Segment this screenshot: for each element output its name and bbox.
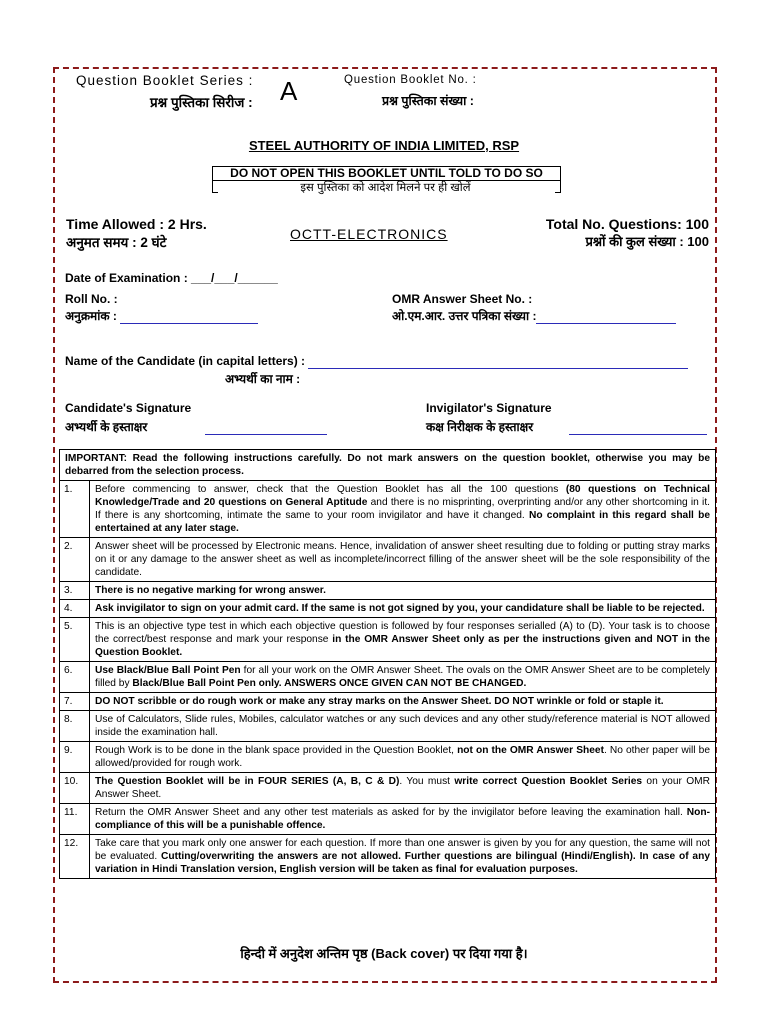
- instruction-text: [90, 711, 716, 742]
- invigilator-signature-label-en: Invigilator's Signature: [426, 401, 552, 415]
- instruction-text-part: . You must: [399, 776, 455, 787]
- instructions-table: [59, 449, 716, 879]
- candidate-signature-row-hi: [65, 418, 327, 435]
- roll-no-field[interactable]: [120, 309, 258, 324]
- instruction-number: 2.: [60, 538, 90, 582]
- omr-label-hi: ओ.एम.आर. उत्तर पत्रिका संख्या :: [392, 309, 537, 323]
- instruction-number: 11.: [60, 804, 90, 835]
- candidate-signature-field[interactable]: [205, 420, 327, 435]
- instruction-text-part: The Question Booklet will be in FOUR SERIES (A, B, C & D): [95, 776, 400, 787]
- instruction-text-part: Take care that you mark only one answer for each question. If more than one answer is given by you for any question, the same will not be evaluated.: [95, 838, 710, 862]
- instruction-text: [90, 742, 716, 773]
- booklet-no-label-hi: प्रश्न पुस्तिका संख्या :: [382, 94, 474, 108]
- instruction-text: [90, 600, 716, 618]
- invigilator-signature-label-hi: कक्ष निरीक्षक के हस्ताक्षर: [426, 420, 534, 434]
- important-note: IMPORTANT: Read the following instructions carefully. Do not mark answers on the question booklet, otherwise you may be debarred from the selection process.: [60, 450, 716, 481]
- instruction-text-part: . No other paper will be allowed/provided for rough work.: [95, 745, 710, 769]
- roll-no-label-en: Roll No. :: [65, 292, 118, 306]
- important-row: [60, 450, 716, 481]
- instruction-text-part: and there is no misprinting, overprinting and/or any other shortcoming in it. If there is any shortcoming, intimate the same to your room invigilator and have it changed.: [95, 497, 710, 521]
- instruction-number: 12.: [60, 835, 90, 879]
- instruction-row: [60, 481, 716, 538]
- instruction-text: [90, 662, 716, 693]
- instruction-text-part: for all your work on the OMR Answer Sheet. The ovals on the OMR Answer Sheet are to be completely filled by: [95, 665, 710, 689]
- instruction-number: 10.: [60, 773, 90, 804]
- roll-no-row-hi: [65, 307, 258, 324]
- warning-box: DO NOT OPEN THIS BOOKLET UNTIL TOLD TO DO SO: [212, 166, 561, 181]
- time-allowed-en: Time Allowed : 2 Hrs.: [66, 216, 207, 232]
- warning-hindi: इस पुस्तिका को आदेश मिलने पर ही खोलें: [300, 182, 471, 194]
- series-label-hi: प्रश्न पुस्तिका सिरीज :: [150, 95, 253, 110]
- instruction-text-part: in the OMR Answer Sheet only as per the instructions given and NOT in the Question Booklet.: [95, 634, 710, 658]
- instruction-text-part: on your OMR Answer Sheet.: [95, 776, 711, 800]
- instruction-text: [90, 693, 716, 711]
- instruction-text-part: Return the OMR Answer Sheet and any other test materials as asked for by the invigilator before leaving the examination hall.: [95, 807, 687, 818]
- omr-label-en: OMR Answer Sheet No. :: [392, 292, 533, 306]
- name-row: [65, 354, 688, 369]
- instruction-text-part: Ask invigilator to sign on your admit card. If the same is not got signed by you, your candidature shall be liable to be rejected.: [95, 603, 705, 614]
- instruction-text-part: not on the OMR Answer Sheet: [457, 745, 604, 756]
- omr-no-field[interactable]: [536, 309, 676, 324]
- instruction-number: 6.: [60, 662, 90, 693]
- subject-title: OCTT-ELECTRONICS: [290, 226, 448, 242]
- series-label-en: Question Booklet Series :: [76, 73, 254, 88]
- instruction-row: [60, 711, 716, 742]
- instruction-text-part: Answer sheet will be processed by Electronic means. Hence, invalidation of answer sheet resulting due to folding or putting stray marks on it or any damage to the answer sheet as well as incomplete/incorrect filling of the answer sheet will be the sole responsibility of the candidate.: [95, 541, 710, 578]
- instruction-row: [60, 618, 716, 662]
- invigilator-signature-field[interactable]: [569, 420, 707, 435]
- instruction-text-part: Before commencing to answer, check that the Question Booklet has all the 100 questions: [95, 484, 566, 495]
- instruction-text-part: There is no negative marking for wrong answer.: [95, 585, 326, 596]
- instruction-number: 1.: [60, 481, 90, 538]
- instruction-text-part: Non-compliance of this will be a punishable offence.: [95, 807, 710, 831]
- instruction-row: [60, 804, 716, 835]
- candidate-signature-label-hi: अभ्यर्थी के हस्ताक्षर: [65, 420, 148, 434]
- instruction-text-part: No complaint in this regard shall be entertained at any later stage.: [95, 510, 710, 534]
- roll-no-label-hi: अनुक्रमांक :: [65, 309, 117, 323]
- booklet-no-label-en: Question Booklet No. :: [344, 74, 477, 86]
- name-label-en: Name of the Candidate (in capital letters) :: [65, 354, 306, 368]
- total-questions-en: Total No. Questions: 100: [545, 216, 709, 232]
- instruction-number: 7.: [60, 693, 90, 711]
- instruction-number: 3.: [60, 582, 90, 600]
- instruction-text-part: write correct Question Booklet Series: [454, 776, 643, 787]
- instruction-text-part: Black/Blue Ball Point Pen only. ANSWERS ONCE GIVEN CAN NOT BE CHANGED.: [132, 678, 527, 689]
- instruction-number: 4.: [60, 600, 90, 618]
- series-value: A: [280, 76, 298, 106]
- instruction-row: [60, 773, 716, 804]
- instruction-text-part: Use of Calculators, Slide rules, Mobiles, calculator watches or any such devices and any other study/reference material is NOT allowed inside the examination hall.: [95, 714, 710, 738]
- footer-note: हिन्दी में अनुदेश अन्तिम पृष्ठ (Back cover) पर दिया गया है।: [240, 946, 528, 961]
- instruction-row: [60, 835, 716, 879]
- instruction-text: [90, 618, 716, 662]
- candidate-name-field[interactable]: [308, 354, 688, 369]
- instruction-text-part: DO NOT scribble or do rough work or make any stray marks on the Answer Sheet. DO NOT wrinkle or fold or staple it.: [95, 696, 664, 707]
- instruction-text-part: Cutting/overwriting the answers are not allowed. Further questions are bilingual (Hindi/English). In case of any variation in Hindi Translation version, English version will be taken as final for evaluation purposes.: [95, 851, 710, 875]
- candidate-signature-label-en: Candidate's Signature: [65, 401, 192, 415]
- instruction-row: [60, 693, 716, 711]
- instruction-text: [90, 773, 716, 804]
- instruction-text: [90, 804, 716, 835]
- date-of-exam: Date of Examination : ___/___/______: [65, 271, 278, 285]
- instruction-text-part: This is an objective type test in which each objective question is followed by four responses serialled (A) to (D). Your task is to choose the correct/best response and mark your response: [95, 621, 710, 645]
- instruction-row: [60, 742, 716, 773]
- instruction-text: [90, 582, 716, 600]
- instruction-text: [90, 835, 716, 879]
- instruction-row: [60, 538, 716, 582]
- instruction-text-part: (80 questions on Technical Knowledge/Trade and 20 questions on General Aptitude: [95, 484, 710, 508]
- total-questions-hi: प्रश्नों की कुल संख्या : 100: [585, 234, 709, 249]
- omr-row-hi: [392, 307, 676, 324]
- instruction-row: [60, 582, 716, 600]
- instruction-text: [90, 538, 716, 582]
- instruction-number: 8.: [60, 711, 90, 742]
- instruction-number: 9.: [60, 742, 90, 773]
- instruction-text: [90, 481, 716, 538]
- instruction-number: 5.: [60, 618, 90, 662]
- instruction-text-part: Rough Work is to be done in the blank space provided in the Question Booklet,: [95, 745, 458, 756]
- organization-title: STEEL AUTHORITY OF INDIA LIMITED, RSP: [248, 138, 520, 153]
- name-label-hi: अभ्यर्थी का नाम :: [225, 372, 301, 386]
- time-allowed-hi: अनुमत समय : 2 घंटे: [66, 235, 167, 250]
- instruction-row: [60, 600, 716, 618]
- invigilator-signature-row-hi: [426, 418, 707, 435]
- instruction-text-part: Use Black/Blue Ball Point Pen: [95, 665, 241, 676]
- instruction-row: [60, 662, 716, 693]
